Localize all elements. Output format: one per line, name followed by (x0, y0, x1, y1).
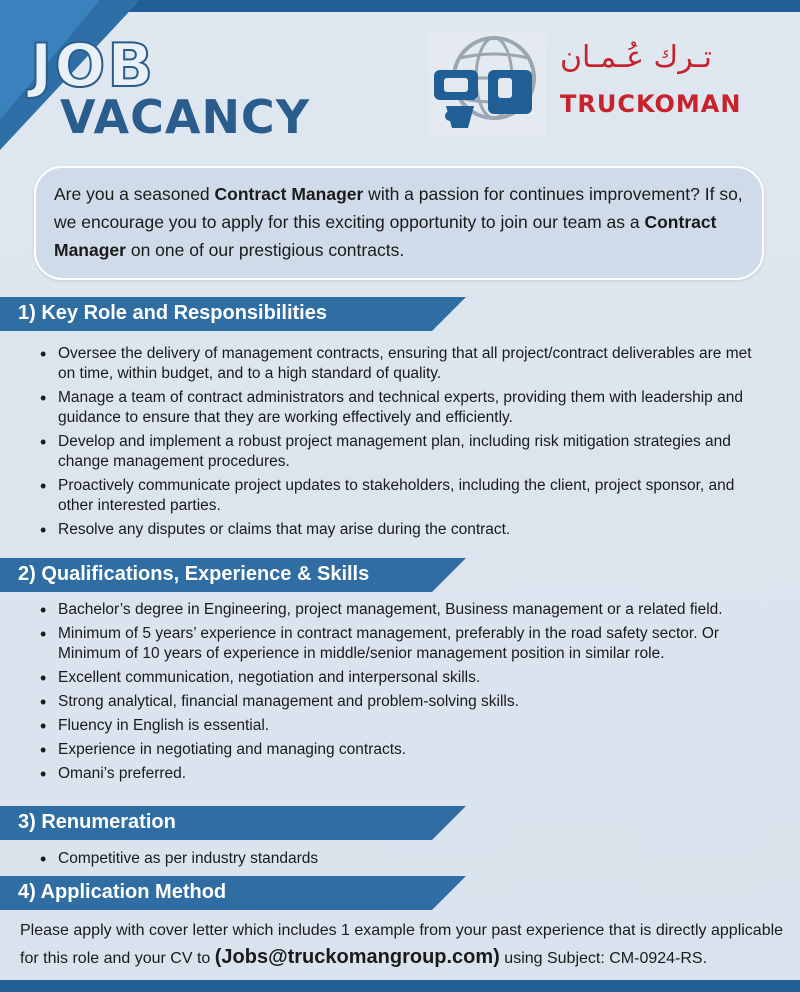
list-item: • Strong analytical, financial management and problem-solving skills. (38, 692, 773, 712)
qualifications-list (38, 600, 773, 788)
list-item: • Experience in negotiating and managing contracts. (38, 740, 773, 760)
intro-text-2: with a passion for continues improvement? If so, we encourage you to apply for this exciting opportunity to join our team as a (54, 184, 743, 232)
application-text-2: using Subject: CM-0924-RS. (499, 950, 708, 967)
list-item: • Bachelor’s degree in Engineering, project management, Business management or a related field. (38, 600, 773, 620)
section-title: 2) Qualifications, Experience & Skills (18, 563, 370, 585)
section-title: 3) Renumeration (18, 811, 176, 833)
logo-english-text: TRUCKOMAN (560, 90, 742, 118)
list-item: • Resolve any disputes or claims that may arise during the contract. (38, 520, 773, 540)
list-item: • Competitive as per industry standards (38, 849, 773, 869)
intro-bold-2: Contract Manager (54, 212, 717, 260)
truckoman-globe-icon (428, 32, 546, 136)
intro-text-3: on one of our prestigious contracts. (125, 240, 405, 260)
renumeration-list (38, 849, 773, 873)
title-vacancy: VACANCY (60, 90, 311, 144)
list-item: • Fluency in English is essential. (38, 716, 773, 736)
list-item: • Excellent communication, negotiation and interpersonal skills. (38, 668, 773, 688)
section-title: 1) Key Role and Responsibilities (18, 302, 327, 324)
title-job: JOB (30, 31, 156, 101)
intro-text-1: Are you a seasoned (54, 184, 215, 204)
list-item: • Omani’s preferred. (38, 764, 773, 784)
company-logo (428, 32, 768, 136)
logo-arabic-text: تـرك عُـمـان (560, 40, 712, 75)
responsibilities-list (38, 344, 773, 544)
application-text-1: Please apply with cover letter which includes 1 example from your past experience that is directly applicable for this role and your CV to (20, 922, 784, 967)
application-instructions (20, 918, 790, 972)
list-item: • Develop and implement a robust project management plan, including risk mitigation strategies and change management procedures. (38, 432, 773, 472)
intro-bold-1: Contract Manager (214, 184, 364, 204)
bottom-border-bar (0, 980, 800, 992)
list-item: • Proactively communicate project updates to stakeholders, including the client, project sponsor, and other interested parties. (38, 476, 773, 516)
application-email[interactable]: (Jobs@truckomangroup.com) (214, 946, 500, 968)
section-title: 4) Application Method (18, 881, 227, 903)
list-item: • Minimum of 5 years’ experience in contract management, preferably in the road safety sector. Or Minimum of 10 years of experience in middle/senior management position in similar role. (38, 624, 773, 664)
list-item: • Oversee the delivery of management contracts, ensuring that all project/contract deliverables are met on time, within budget, and to a high standard of quality. (38, 344, 773, 384)
intro-box (34, 166, 764, 280)
list-item: • Manage a team of contract administrators and technical experts, providing them with leadership and guidance to ensure that they are working effectively and efficiently. (38, 388, 773, 428)
